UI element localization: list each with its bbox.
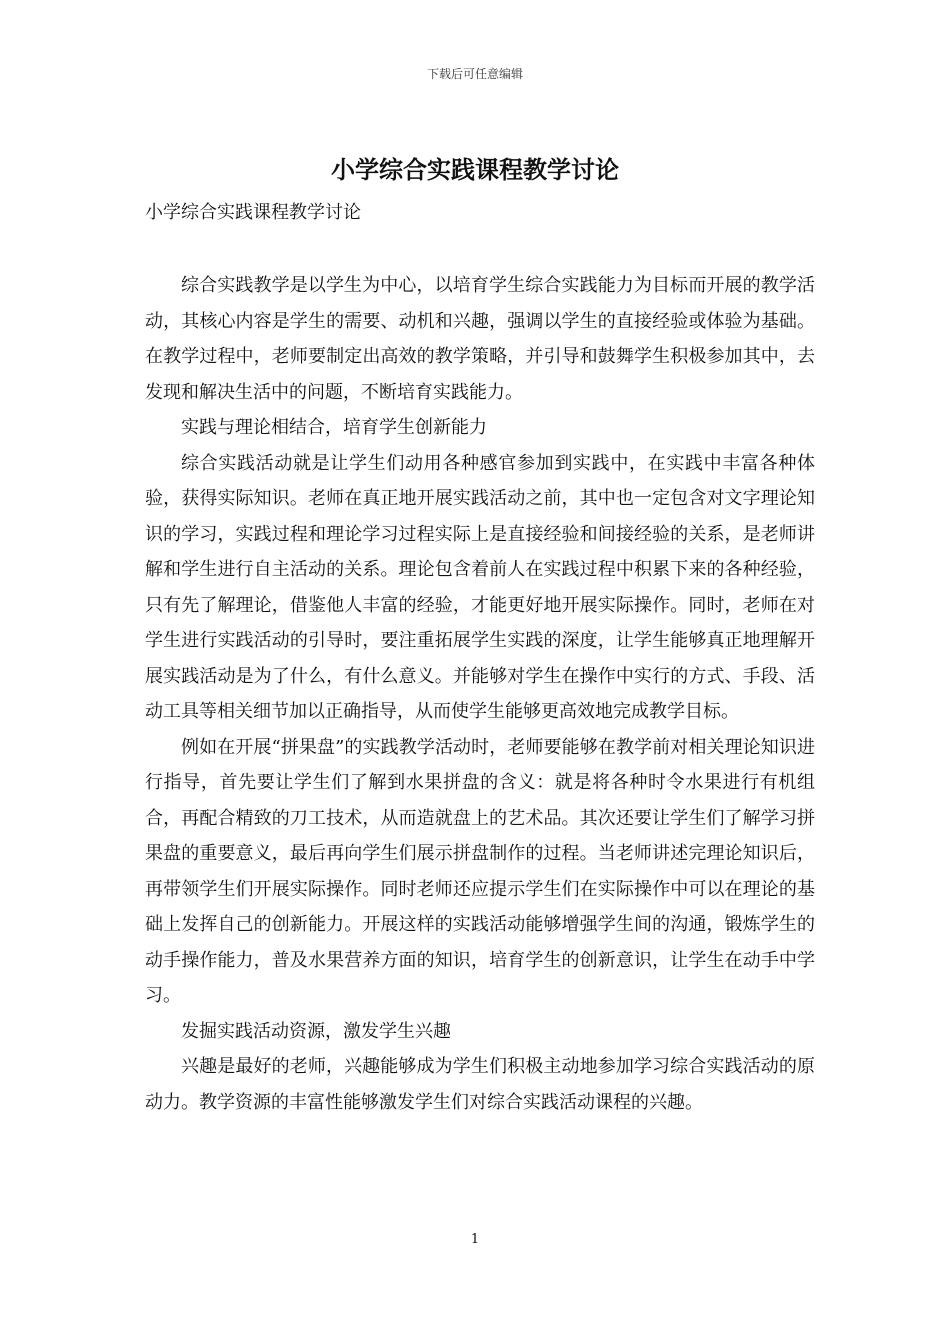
document-title: 小学综合实践课程教学讨论 — [331, 155, 619, 184]
document-subtitle: 小学综合实践课程教学讨论 — [145, 202, 361, 223]
document-body — [145, 268, 815, 1120]
paragraph-intro: 综合实践教学是以学生为中心，以培育学生综合实践能力为目标而开展的教学活动，其核心内容是学生的需要、动机和兴趣，强调以学生的直接经验或体验为基础。在教学过程中，老师要制定出高效的教学策略，并引导和鼓舞学生积极参加其中，去发现和解决生活中的问题，不断培育实践能力。 — [145, 275, 815, 403]
section-heading-resources: 发掘实践活动资源，激发学生兴趣 — [181, 1020, 451, 1042]
paragraph-interest: 兴趣是最好的老师，兴趣能够成为学生们积极主动地参加学习综合实践活动的原动力。教学资源的丰富性能够激发学生们对综合实践活动课程的兴趣。 — [145, 1056, 815, 1113]
page-header: 下载后可任意编辑 — [426, 67, 523, 81]
paragraph-fruit-platter-example: 例如在开展“拼果盘”的实践教学活动时，老师要能够在教学前对相关理论知识进行指导，首先要让学生们了解到水果拼盘的含义：就是将各种时令水果进行有机组合，再配合精致的刀工技术，从而造就盘上的艺术品。其次还要让学生们了解学习拼果盘的重要意义，最后再向学生们展示拼盘制作的过程。当老师讲述完理论知识后，再带领学生们开展实际操作。同时老师还应提示学生们在实际操作中可以在理论的基础上发挥自己的创新能力。开展这样的实践活动能够增强学生间的沟通，锻炼学生的动手操作能力，普及水果营养方面的知识，培育学生的创新意识，让学生在动手中学习。 — [145, 736, 815, 1006]
paragraph-practice-theory: 综合实践活动就是让学生们动用各种感官参加到实践中，在实践中丰富各种体验，获得实际知识。老师在真正地开展实践活动之前，其中也一定包含对文字理论知识的学习，实践过程和理论学习过程实际上是直接经验和间接经验的关系，是老师讲解和学生进行自主活动的关系。理论包含着前人在实践过程中积累下来的各种经验，只有先了解理论，借鉴他人丰富的经验，才能更好地开展实际操作。同时，老师在对学生进行实践活动的引导时，要注重拓展学生实践的深度，让学生能够真正地理解开展实践活动是为了什么，有什么意义。并能够对学生在操作中实行的方式、手段、活动工具等相关细节加以正确指导，从而使学生能够更高效地完成教学目标。 — [145, 452, 815, 722]
section-heading-practice-theory: 实践与理论相结合，培育学生创新能力 — [181, 417, 487, 438]
page-number: 1 — [470, 1232, 480, 1247]
